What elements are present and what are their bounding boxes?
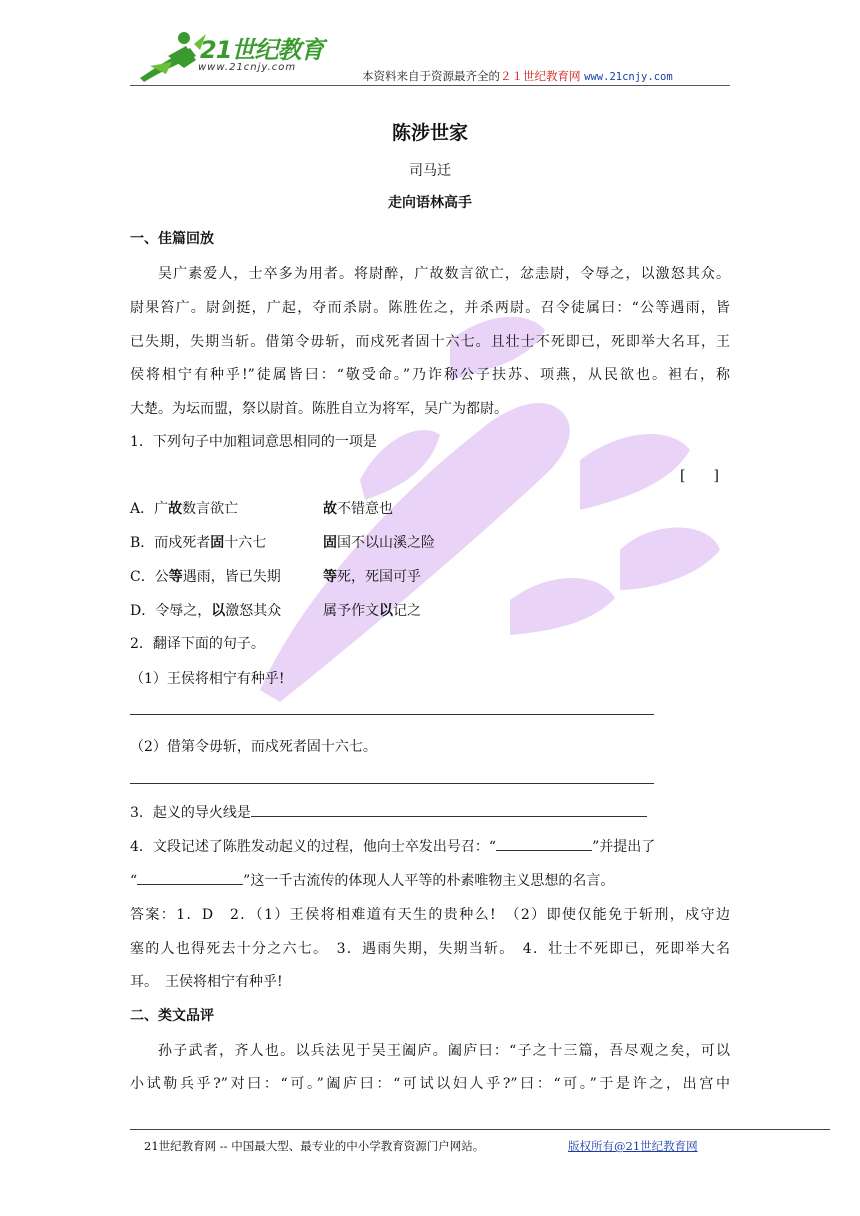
- answer-line-text: 塞的人也得死去十分之六七。 3．遇雨失期，失期当斩。 4．壮士不死即已，死即举大名: [130, 941, 730, 957]
- question-4-line-2: [130, 870, 614, 890]
- question-4-line-1: [130, 836, 655, 856]
- section-heading-2: 二、类文品评: [130, 1008, 214, 1024]
- passage-line: 已失期，失期当斩。借第令毋斩，而戍死者固十六七。且壮士不死即已，死即举大名耳，王: [130, 334, 730, 350]
- option-text: 遇雨，皆已失期: [182, 569, 281, 585]
- option-letter: A．: [130, 501, 155, 517]
- question-4-text: “: [130, 873, 138, 889]
- option-d-compare: [323, 600, 421, 620]
- passage-line: 小试勒兵乎?”对曰：“可。”阖庐曰：“可试以妇人乎?”曰：“可。”于是许之，出宫中: [130, 1076, 730, 1092]
- passage-line: 吴广素爱人，士卒多为用者。将尉醉，广故数言欲亡，忿恚尉，令辱之，以激怒其众。: [158, 266, 730, 282]
- answer-line[interactable]: [130, 714, 654, 715]
- answer-blank[interactable]: [251, 804, 647, 817]
- option-b: [130, 532, 266, 552]
- passage-line: 尉果笞广。尉剑挺，广起，夺而杀尉。陈胜佐之，并杀两尉。召令徒属曰：“公等遇雨，皆: [130, 300, 730, 316]
- header-tagline: [362, 68, 673, 84]
- answer-line[interactable]: [130, 783, 654, 784]
- option-c: [130, 566, 281, 586]
- option-a-compare: [323, 498, 393, 518]
- tagline-prefix: 本资料来自于资源最齐全的: [362, 69, 500, 83]
- option-c-compare: [323, 566, 421, 586]
- question-4-text: 4．文段记述了陈胜发动起义的过程，他向士卒发出号召：“: [130, 839, 497, 855]
- subtitle: 走向语林高手: [388, 195, 472, 211]
- option-letter: C．: [130, 569, 155, 585]
- question-3-text: 3．起义的导火线是: [130, 805, 251, 821]
- footer-divider: [130, 1129, 830, 1130]
- option-bold-word: 故: [323, 501, 337, 517]
- option-bold-word: 等: [323, 569, 337, 585]
- option-b-compare: [323, 532, 435, 552]
- question-2-item-1: （1）王侯将相宁有种乎!: [130, 671, 285, 687]
- option-letter: B．: [130, 535, 155, 551]
- option-bold-word: 固: [323, 535, 337, 551]
- option-bold-word: 等: [168, 569, 183, 585]
- answer-blank[interactable]: [496, 838, 592, 851]
- page-title: 陈涉世家: [391, 122, 468, 144]
- option-text: 死，死国可乎: [337, 569, 421, 585]
- option-bold-word: 固: [210, 535, 225, 551]
- logo-url: www.21cnjy.com: [198, 62, 297, 73]
- option-text: 激怒其众: [225, 603, 282, 619]
- option-text: 属予作文: [323, 603, 379, 619]
- option-bold-word: 以: [211, 603, 226, 619]
- option-d: [130, 600, 281, 620]
- question-2-stem: 2．翻译下面的句子。: [130, 636, 265, 652]
- answer-line-text: 答案：1．D 2．（1）王侯将相难道有天生的贵种么! （2）即使仅能免于斩刑，戍守边: [130, 907, 730, 923]
- passage-line: 侯将相宁有种乎!”徒属皆曰：“敬受命。”乃诈称公子扶苏、项燕，从民欲也。袒右，称: [130, 367, 730, 383]
- tagline-url[interactable]: www.21cnjy.com: [584, 71, 673, 83]
- footer-text: 21世纪教育网 -- 中国最大型、最专业的中小学教育资源门户网站。: [144, 1139, 485, 1153]
- option-bold-word: 以: [379, 603, 393, 619]
- question-1-stem: 1．下列句子中加粗词意思相同的一项是: [130, 434, 377, 450]
- answer-blank[interactable]: [137, 872, 243, 885]
- tagline-site: ２１世纪教育网: [500, 69, 581, 83]
- question-4-text: ”并提出了: [592, 839, 656, 855]
- author: 司马迁: [409, 163, 451, 179]
- option-text: 不错意也: [337, 501, 393, 517]
- question-2-item-2: （2）借第令毋斩，而戍死者固十六七。: [130, 739, 377, 755]
- answer-line-text: 耳。 王侯将相宁有种乎!: [130, 974, 283, 990]
- option-text: 记之: [393, 603, 421, 619]
- option-text: 令辱之，: [155, 603, 212, 619]
- section-heading-1: 一、佳篇回放: [130, 231, 214, 247]
- option-text: 国不以山溪之险: [337, 535, 435, 551]
- option-bold-word: 故: [168, 501, 183, 517]
- passage-line: 大楚。为坛而盟，祭以尉首。陈胜自立为将军，吴广为都尉。: [130, 401, 508, 417]
- option-text: 公: [154, 569, 169, 585]
- option-text: 十六七: [224, 535, 267, 551]
- question-4-text: ”这一千古流传的体现人人平等的朴素唯物主义思想的名言。: [243, 873, 615, 889]
- footer-copyright-link[interactable]: 版权所有@21世纪教育网: [568, 1139, 698, 1153]
- answer-bracket: [ ]: [680, 468, 719, 484]
- option-letter: D．: [130, 603, 156, 619]
- option-text: 数言欲亡: [182, 501, 239, 517]
- passage-line: 孙子武者，齐人也。以兵法见于吴王阖庐。阖庐曰：“子之十三篇，吾尽观之矣，可以: [158, 1043, 730, 1059]
- option-a: [130, 498, 238, 518]
- logo-text: 21世纪教育: [200, 36, 324, 64]
- question-3: [130, 802, 647, 822]
- header-divider: [130, 85, 730, 86]
- option-text: 而戍死者: [154, 535, 211, 551]
- option-text: 广: [154, 501, 169, 517]
